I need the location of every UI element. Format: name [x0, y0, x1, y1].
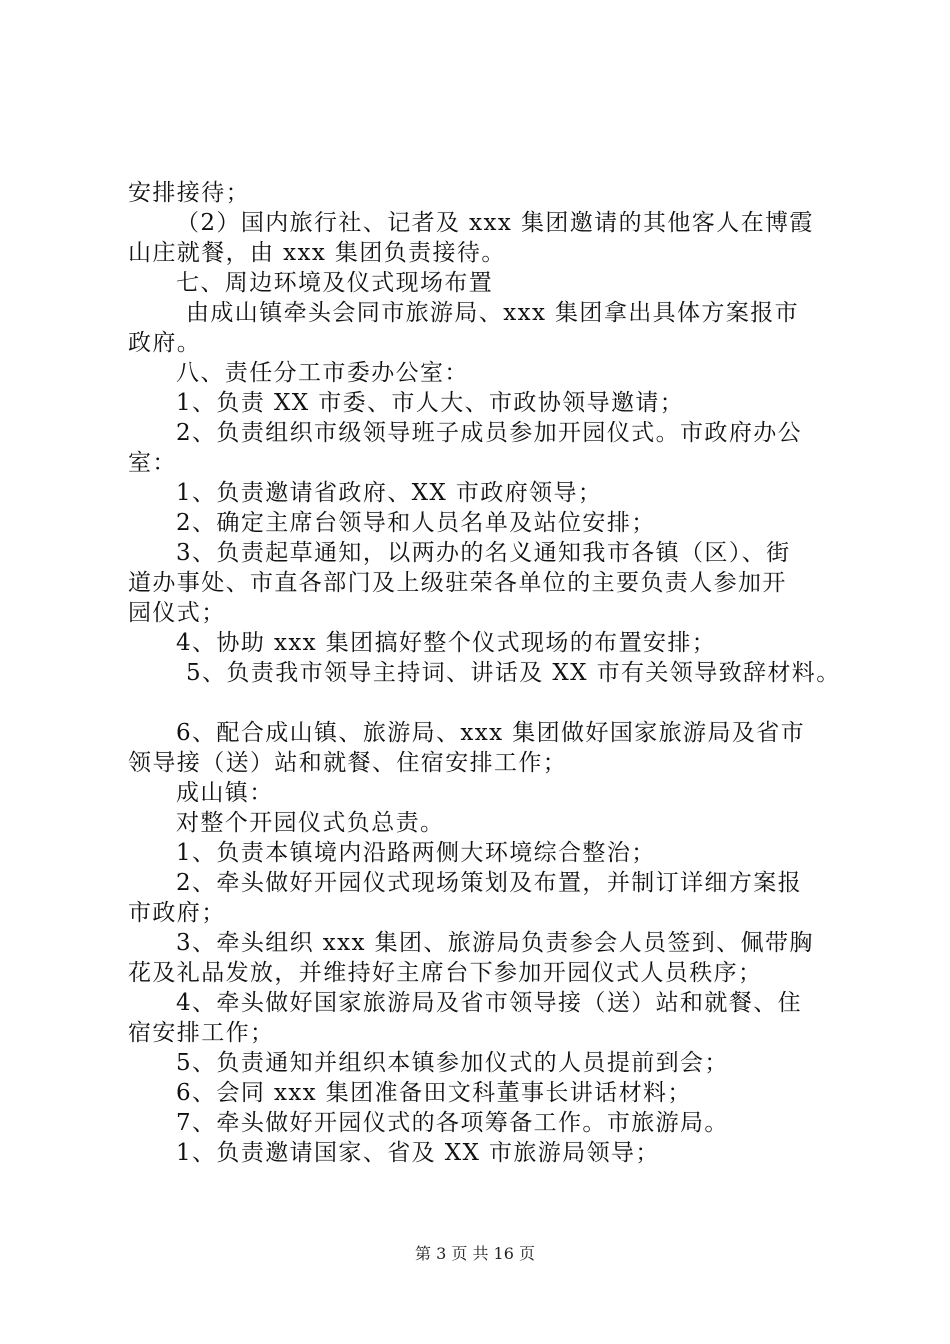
paragraph-line: 5、负责我市领导主持词、讲话及 XX 市有关领导致辞材料。: [186, 660, 841, 686]
paragraph-line: 花及礼品发放，并维持好主席台下参加开园仪式人员秩序；: [128, 960, 763, 986]
document-body: [128, 178, 848, 1168]
paragraph-line: 安排接待；: [128, 180, 250, 206]
paragraph-line: 6、会同 xxx 集团准备田文科董事长讲话材料；: [176, 1080, 692, 1106]
paragraph-line: 对整个开园仪式负总责。: [176, 810, 445, 836]
paragraph-line: （2）国内旅行社、记者及 xxx 集团邀请的其他客人在博霞: [176, 210, 814, 236]
paragraph-line: 4、协助 xxx 集团搞好整个仪式现场的布置安排；: [176, 630, 717, 656]
blank-line: [128, 688, 848, 718]
paragraph-line: 山庄就餐，由 xxx 集团负责接待。: [128, 240, 506, 266]
paragraph-line: 领导接（送）站和就餐、住宿安排工作；: [128, 750, 568, 776]
paragraph-line: 1、负责本镇境内沿路两侧大环境综合整治；: [176, 840, 656, 866]
paragraph-line: 1、负责邀请国家、省及 XX 市旅游局领导；: [176, 1140, 660, 1166]
paragraph-line: 室：: [128, 450, 177, 476]
section-heading: 八、责任分工市委办公室：: [176, 360, 469, 386]
paragraph-line: 政府。: [128, 330, 202, 356]
paragraph-line: 宿安排工作；: [128, 1020, 275, 1046]
paragraph-line: 6、配合成山镇、旅游局、xxx 集团做好国家旅游局及省市: [176, 720, 806, 746]
paragraph-line: 1、负责邀请省政府、XX 市政府领导；: [176, 480, 603, 506]
paragraph-line: 3、牵头组织 xxx 集团、旅游局负责参会人员签到、佩带胸: [176, 930, 814, 956]
paragraph-line: 园仪式；: [128, 600, 226, 626]
paragraph-line: 2、确定主席台领导和人员名单及站位安排；: [176, 510, 656, 536]
paragraph-line: 7、牵头做好开园仪式的各项筹备工作。市旅游局。: [176, 1110, 729, 1136]
paragraph-line: 1、负责 XX 市委、市人大、市政协领导邀请；: [176, 390, 685, 416]
paragraph-line: 道办事处、市直各部门及上级驻荣各单位的主要负责人参加开: [128, 570, 787, 596]
paragraph-line: 由成山镇牵头会同市旅游局、xxx 集团拿出具体方案报市: [186, 300, 800, 326]
paragraph-line: 5、负责通知并组织本镇参加仪式的人员提前到会；: [176, 1050, 729, 1076]
paragraph-line: 2、负责组织市级领导班子成员参加开园仪式。市政府办公: [176, 420, 803, 446]
section-heading: 七、周边环境及仪式现场布置: [176, 270, 494, 296]
paragraph-line: 成山镇：: [176, 780, 274, 806]
page-number-footer: 第 3 页 共 16 页: [415, 1244, 535, 1263]
paragraph-line: 2、牵头做好开园仪式现场策划及布置，并制订详细方案报: [176, 870, 803, 896]
paragraph-line: 市政府；: [128, 900, 226, 926]
paragraph-line: 4、牵头做好国家旅游局及省市领导接（送）站和就餐、住: [176, 990, 803, 1016]
paragraph-line: 3、负责起草通知，以两办的名义通知我市各镇（区）、街: [176, 540, 791, 566]
